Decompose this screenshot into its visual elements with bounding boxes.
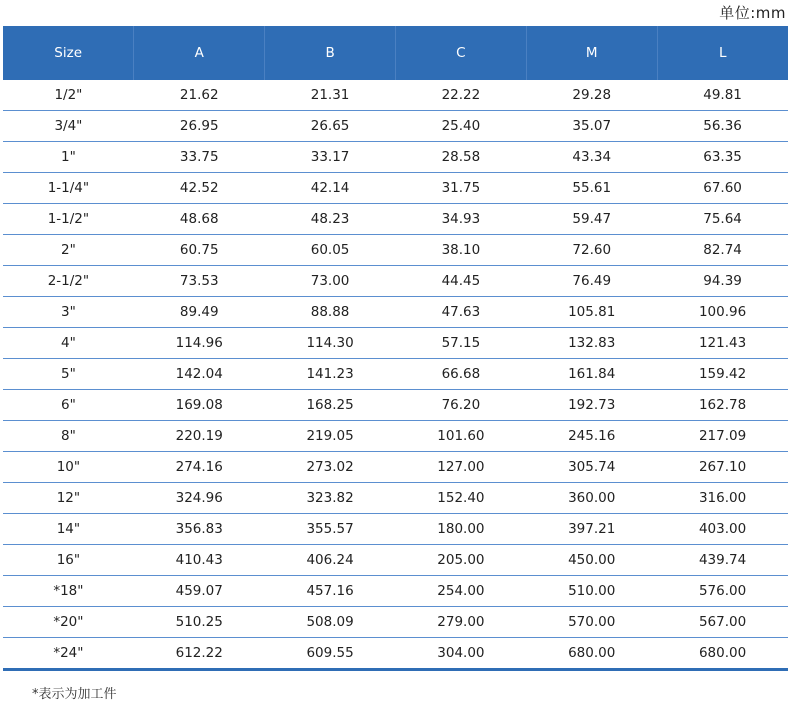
cell-m: 59.47 <box>526 204 657 235</box>
cell-b: 219.05 <box>265 421 396 452</box>
cell-b: 21.31 <box>265 80 396 111</box>
cell-a: 21.62 <box>134 80 265 111</box>
cell-l: 680.00 <box>657 638 788 670</box>
cell-b: 168.25 <box>265 390 396 421</box>
cell-b: 48.23 <box>265 204 396 235</box>
cell-size: 1-1/4" <box>3 173 134 204</box>
table-header <box>3 26 788 80</box>
header-l: L <box>657 26 788 80</box>
cell-l: 316.00 <box>657 483 788 514</box>
cell-b: 141.23 <box>265 359 396 390</box>
cell-m: 510.00 <box>526 576 657 607</box>
cell-c: 66.68 <box>395 359 526 390</box>
cell-l: 49.81 <box>657 80 788 111</box>
cell-m: 105.81 <box>526 297 657 328</box>
cell-m: 397.21 <box>526 514 657 545</box>
cell-size: 8" <box>3 421 134 452</box>
cell-m: 35.07 <box>526 111 657 142</box>
table-row <box>3 452 788 483</box>
cell-c: 180.00 <box>395 514 526 545</box>
cell-a: 459.07 <box>134 576 265 607</box>
cell-m: 72.60 <box>526 235 657 266</box>
cell-b: 60.05 <box>265 235 396 266</box>
cell-l: 217.09 <box>657 421 788 452</box>
table-row <box>3 297 788 328</box>
cell-b: 26.65 <box>265 111 396 142</box>
cell-size: 3/4" <box>3 111 134 142</box>
cell-m: 305.74 <box>526 452 657 483</box>
cell-b: 323.82 <box>265 483 396 514</box>
cell-a: 324.96 <box>134 483 265 514</box>
table-body <box>3 80 788 670</box>
dimension-table <box>3 26 788 671</box>
cell-l: 75.64 <box>657 204 788 235</box>
cell-size: 12" <box>3 483 134 514</box>
cell-l: 567.00 <box>657 607 788 638</box>
cell-a: 114.96 <box>134 328 265 359</box>
cell-l: 67.60 <box>657 173 788 204</box>
cell-size: 2-1/2" <box>3 266 134 297</box>
cell-size: *20" <box>3 607 134 638</box>
table-row <box>3 514 788 545</box>
cell-c: 304.00 <box>395 638 526 670</box>
cell-b: 33.17 <box>265 142 396 173</box>
cell-b: 114.30 <box>265 328 396 359</box>
footnote: *表示为加工件 <box>32 687 117 702</box>
cell-m: 76.49 <box>526 266 657 297</box>
cell-size: 3" <box>3 297 134 328</box>
cell-size: 1/2" <box>3 80 134 111</box>
cell-m: 43.34 <box>526 142 657 173</box>
header-a: A <box>134 26 265 80</box>
cell-a: 220.19 <box>134 421 265 452</box>
cell-l: 159.42 <box>657 359 788 390</box>
cell-size: 6" <box>3 390 134 421</box>
cell-c: 31.75 <box>395 173 526 204</box>
cell-size: 16" <box>3 545 134 576</box>
cell-m: 450.00 <box>526 545 657 576</box>
cell-a: 73.53 <box>134 266 265 297</box>
cell-l: 56.36 <box>657 111 788 142</box>
header-c: C <box>395 26 526 80</box>
cell-a: 48.68 <box>134 204 265 235</box>
cell-c: 22.22 <box>395 80 526 111</box>
cell-l: 403.00 <box>657 514 788 545</box>
cell-b: 609.55 <box>265 638 396 670</box>
cell-l: 63.35 <box>657 142 788 173</box>
cell-l: 576.00 <box>657 576 788 607</box>
table-row <box>3 421 788 452</box>
table-row <box>3 80 788 111</box>
cell-b: 508.09 <box>265 607 396 638</box>
cell-a: 510.25 <box>134 607 265 638</box>
table-row <box>3 638 788 670</box>
table-row <box>3 142 788 173</box>
cell-a: 26.95 <box>134 111 265 142</box>
cell-l: 82.74 <box>657 235 788 266</box>
cell-m: 192.73 <box>526 390 657 421</box>
table-row <box>3 576 788 607</box>
cell-c: 44.45 <box>395 266 526 297</box>
cell-b: 73.00 <box>265 266 396 297</box>
cell-a: 42.52 <box>134 173 265 204</box>
cell-size: 4" <box>3 328 134 359</box>
table-row <box>3 545 788 576</box>
cell-size: 1" <box>3 142 134 173</box>
cell-a: 612.22 <box>134 638 265 670</box>
cell-size: 2" <box>3 235 134 266</box>
cell-m: 29.28 <box>526 80 657 111</box>
cell-a: 60.75 <box>134 235 265 266</box>
cell-c: 47.63 <box>395 297 526 328</box>
cell-l: 121.43 <box>657 328 788 359</box>
cell-c: 254.00 <box>395 576 526 607</box>
cell-b: 273.02 <box>265 452 396 483</box>
cell-m: 132.83 <box>526 328 657 359</box>
table-row <box>3 266 788 297</box>
unit-label: 单位:mm <box>719 4 786 22</box>
cell-b: 355.57 <box>265 514 396 545</box>
header-b: B <box>265 26 396 80</box>
cell-m: 360.00 <box>526 483 657 514</box>
cell-c: 101.60 <box>395 421 526 452</box>
header-size: Size <box>3 26 134 80</box>
cell-m: 245.16 <box>526 421 657 452</box>
cell-b: 406.24 <box>265 545 396 576</box>
cell-a: 169.08 <box>134 390 265 421</box>
cell-b: 42.14 <box>265 173 396 204</box>
cell-c: 28.58 <box>395 142 526 173</box>
header-m: M <box>526 26 657 80</box>
cell-m: 570.00 <box>526 607 657 638</box>
cell-c: 127.00 <box>395 452 526 483</box>
table-row <box>3 483 788 514</box>
cell-l: 100.96 <box>657 297 788 328</box>
cell-a: 410.43 <box>134 545 265 576</box>
cell-size: *24" <box>3 638 134 670</box>
cell-l: 439.74 <box>657 545 788 576</box>
cell-a: 33.75 <box>134 142 265 173</box>
cell-c: 152.40 <box>395 483 526 514</box>
cell-size: 10" <box>3 452 134 483</box>
cell-size: 5" <box>3 359 134 390</box>
cell-c: 34.93 <box>395 204 526 235</box>
table-row <box>3 204 788 235</box>
table-row <box>3 111 788 142</box>
cell-a: 274.16 <box>134 452 265 483</box>
header-row <box>3 26 788 80</box>
cell-size: 14" <box>3 514 134 545</box>
table-row <box>3 328 788 359</box>
cell-b: 457.16 <box>265 576 396 607</box>
cell-l: 267.10 <box>657 452 788 483</box>
table-row <box>3 359 788 390</box>
table-row <box>3 235 788 266</box>
cell-size: 1-1/2" <box>3 204 134 235</box>
table-row <box>3 173 788 204</box>
cell-c: 205.00 <box>395 545 526 576</box>
cell-l: 94.39 <box>657 266 788 297</box>
cell-b: 88.88 <box>265 297 396 328</box>
cell-a: 142.04 <box>134 359 265 390</box>
cell-m: 161.84 <box>526 359 657 390</box>
cell-m: 55.61 <box>526 173 657 204</box>
cell-c: 38.10 <box>395 235 526 266</box>
cell-a: 356.83 <box>134 514 265 545</box>
table-row <box>3 607 788 638</box>
cell-c: 57.15 <box>395 328 526 359</box>
cell-c: 25.40 <box>395 111 526 142</box>
table-row <box>3 390 788 421</box>
cell-c: 279.00 <box>395 607 526 638</box>
cell-a: 89.49 <box>134 297 265 328</box>
cell-c: 76.20 <box>395 390 526 421</box>
cell-size: *18" <box>3 576 134 607</box>
cell-m: 680.00 <box>526 638 657 670</box>
cell-l: 162.78 <box>657 390 788 421</box>
